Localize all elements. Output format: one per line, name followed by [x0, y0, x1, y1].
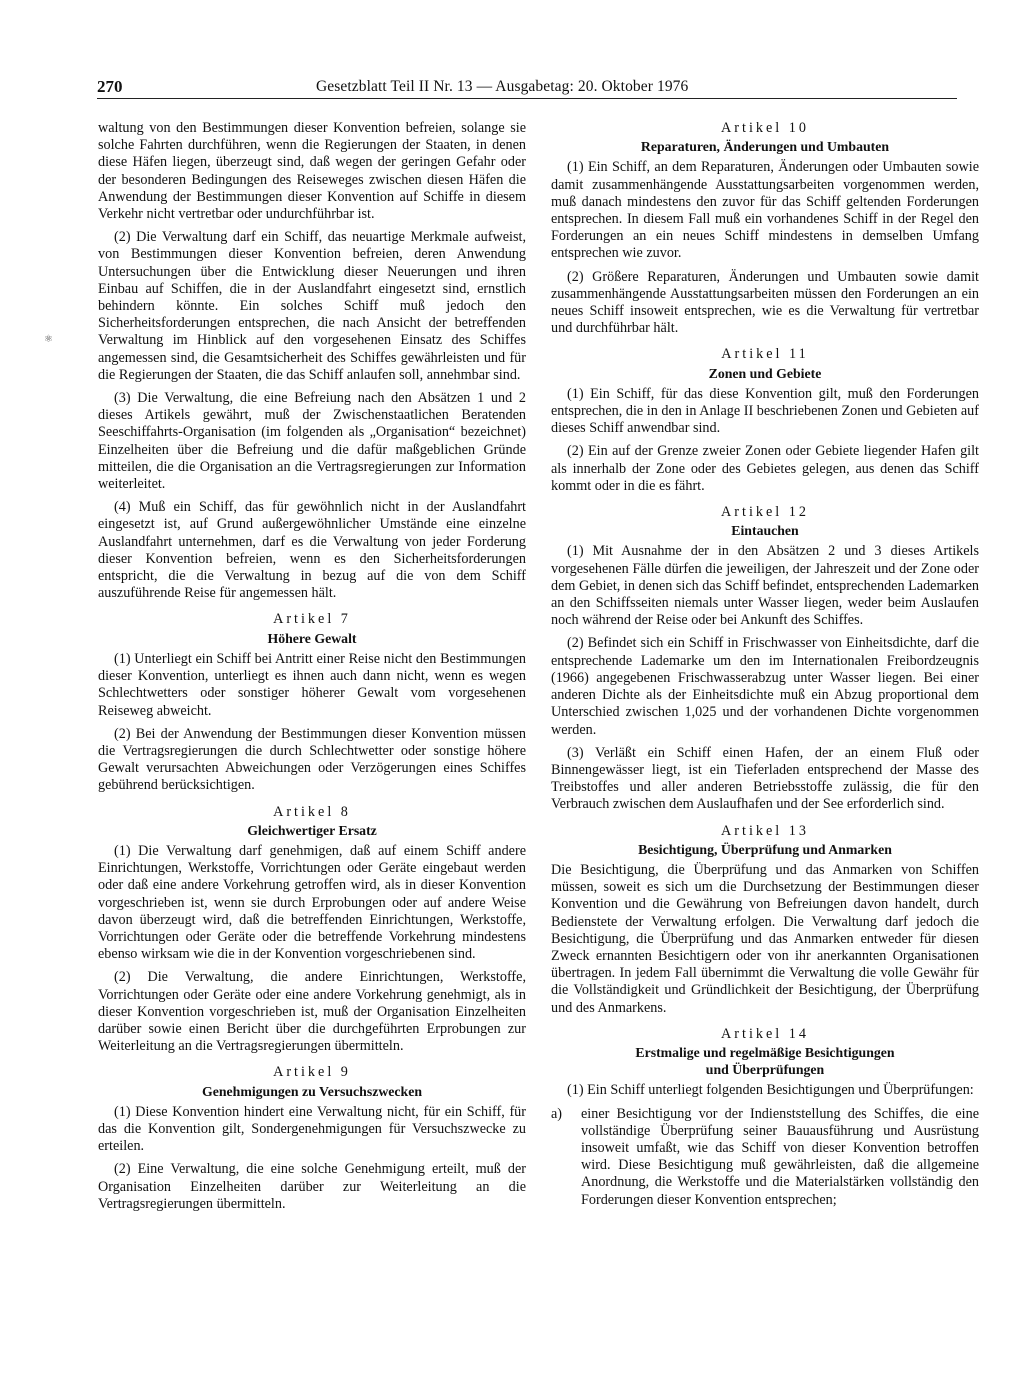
- paragraph: (1) Mit Ausnahme der in den Absätzen 2 und 3 dieses Artikels vorgesehenen Fälle dürfen die jeweiligen, der Jahreszeit und der Zone oder dem Gebiet, in denen sich das Schiff befindet, entsprechenden Lademarken an den Schiffsseiten niemals unter Wasser liegen, weder beim Auslaufen noch während der Reise oder bei Ankunft des Schiffes.: [551, 543, 979, 629]
- article-heading: Artikel 13: [721, 822, 809, 839]
- paragraph: (2) Die Verwaltung darf ein Schiff, das neuartige Merkmale aufweist, von Bestimmungen dieser Konvention befreien, deren Anwendung Untersuchungen über die Entwicklung dieser Neuerungen und ihren Einbau auf Schiffen, die in der Auslandfahrt eingesetzt sind, ernstlich behindern könnte. Ein solches Schiff muß jedoch den Sicherheitsforderungen entsprechen, die nach Ansicht der betreffenden Verwaltung im Hinblick auf den vorgesehenen Einsatz des Schiffes angemessen sind, die Gesamtsicherheit des Schiffes gewährleisten und für die Regierungen der Staaten, die das Schiff anlaufen soll, annehmbar sind.: [98, 229, 526, 383]
- paragraph: (1) Unterliegt ein Schiff bei Antritt einer Reise nicht den Bestimmungen dieser Konvention, unterliegt es ihnen auch dann nicht, wenn es wegen Schlechtwetters oder sonstiger höherer Gewalt vom vorgesehenen Reiseweg abweicht.: [98, 650, 526, 719]
- list-item: [551, 1106, 979, 1209]
- paragraph: (2) Größere Reparaturen, Änderungen und Umbauten sowie damit zusammenhängende Ausstattungsarbeiten müssen den Forderungen an ein neues Schiff insoweit entsprechen, wie es die Verwaltung für vertretbar und durchführbar hält.: [551, 268, 979, 337]
- page-header: [97, 78, 957, 99]
- article-heading: Artikel 7: [273, 611, 351, 628]
- article-heading: Artikel 8: [273, 803, 351, 820]
- article-title-line: und Überprüfungen: [705, 1062, 825, 1078]
- paragraph: Die Besichtigung, die Überprüfung und das Anmarken von Schiffen müssen, soweit es sich um die Durchsetzung der Bestimmungen dieser Konvention und die Gewährung von Befreiungen davon handelt, durch Bedienstete der Verwaltung erfolgen. Die Verwaltung darf jedoch die Besichtigung, die Überprüfung und das Anmarken entweder für diesen Zweck ernannten Besichtigern oder von ihr anerkannten Organisationen übertragen. In jedem Fall übernimmt die Verwaltung die volle Gewähr für die Vollständigkeit und Gründlichkeit der Besichtigung, der Überprüfung und des Anmarkens.: [551, 861, 979, 1016]
- paragraph: (3) Verläßt ein Schiff einen Hafen, der an einem Fluß oder Binnengewässer liegt, ist ein Tieferladen entsprechend der Masse des Treibstoffes und aller anderen Betriebsstoffe zulässig, die für den Verbrauch zwischen dem Auslaufhafen und der See erforderlich sind.: [551, 744, 979, 813]
- article-heading: Artikel 11: [721, 346, 809, 363]
- margin-mark-icon: ⚛: [44, 334, 53, 345]
- paragraph: (2) Bei der Anwendung der Bestimmungen dieser Konvention müssen die Vertragsregierungen die durch Schlechtwetter oder sonstige höhere Gewalt verursachten Abweichungen oder Verzögerungen eines Schiffes gebührend berücksichtigen.: [98, 725, 526, 794]
- paragraph: (2) Befindet sich ein Schiff in Frischwasser von Einheitsdichte, darf die entsprechende Lademarke um den im Internationalen Freibordzeugnis (1966) angegebenen Frischwasserabzug unter Wasser liegen. Bei einer anderen Dichte als der Einheitsdichte muß ein Abzug proportional dem Unterschied zwischen 1,025 und der vorhandenen Dichte vorgenommen werden.: [551, 635, 979, 738]
- article-title: Eintauchen: [731, 523, 799, 539]
- paragraph: (1) Ein Schiff, an dem Reparaturen, Änderungen oder Umbauten sowie damit zusammenhängende Ausstattungsarbeiten vorgenommen werden, muß danach mindestens den zuvor für das Schiff geltenden Forderungen entsprechen. In diesem Fall muß ein vorhandenes Schiff in der Regel den Forderungen an ein neues Schiff mindestens in demselben Umfang entsprechen wie zuvor.: [551, 159, 979, 262]
- paragraph: (1) Die Verwaltung darf genehmigen, daß auf einem Schiff andere Einrichtungen, Werkstoffe, Vorrichtungen oder Geräte eingebaut werden oder daß eine andere Vorkehrung getroffen wird, als in dieser Konvention vorgeschrieben ist, wenn sie durch Erprobungen oder auf andere Weise davon überzeugt wird, daß die betreffenden Einrichtungen, Werkstoffe, Vorrichtungen oder Geräte oder die betreffende Vorkehrung mindestens ebenso wirksam wie die in der Konvention vorgeschriebenen sind.: [98, 842, 526, 963]
- paragraph: (2) Ein auf der Grenze zweier Zonen oder Gebiete liegender Hafen gilt als innerhalb der Zone oder des Gebietes gelegen, aus denen das Schiff kommt oder in die es fährt.: [551, 443, 979, 494]
- right-column: [551, 120, 979, 1215]
- paragraph: waltung von den Bestimmungen dieser Konvention befreien, solange sie solche Fahrten durchführen, wenn die Regierungen der Staaten, in denen diese Häfen liegen, überzeugt sind, daß wegen der geringen Gefahr oder der besonderen Bedingungen des Reiseweges zwischen diesen Häfen die Anwendung der Bestimmungen dieser Konvention auf Schiffe in diesem Verkehr nicht vertretbar oder undurchführbar ist.: [98, 120, 526, 223]
- article-title: Reparaturen, Änderungen und Umbauten: [640, 139, 890, 155]
- article-heading: Artikel 9: [273, 1064, 351, 1081]
- article-title: Besichtigung, Überprüfung und Anmarken: [638, 841, 892, 857]
- paragraph: (1) Diese Konvention hindert eine Verwaltung nicht, für ein Schiff, für das die Konvention gilt, Sondergenehmigungen für Versuchszwecke zu erteilen.: [98, 1103, 526, 1155]
- paragraph: (1) Ein Schiff, für das diese Konvention gilt, muß den Forderungen entsprechen, die in den in Anlage II beschriebenen Zonen und Gebieten auf dieses Schiff anwendbar sind.: [551, 385, 979, 437]
- paragraph: (2) Die Verwaltung, die andere Einrichtungen, Werkstoffe, Vorrichtungen oder Geräte oder eine andere Vorkehrung genehmigt, als in dieser Konvention vorgeschrieben ist, muß der Organisation Einzelheiten darüber sowie einen Bericht über die durchgeführten Erprobungen zur Weiterleitung an die Vertragsregierungen übermitteln.: [98, 969, 526, 1055]
- paragraph: (3) Die Verwaltung, die eine Befreiung nach den Absätzen 1 und 2 dieses Artikels gewährt, muß der Zwischenstaatlichen Beratenden Seeschiffahrts-Organisation (im folgenden als „Organisation“ bezeichnet) Einzelheiten über die Befreiung und die dafür maßgeblichen Gründe mitteilen, die die Organisation an die Vertragsregierungen zur Information weiterleitet.: [98, 390, 526, 493]
- list-item-label: a): [551, 1105, 563, 1122]
- article-title: Höhere Gewalt: [267, 630, 357, 646]
- paragraph: (2) Eine Verwaltung, die eine solche Genehmigung erteilt, muß der Organisation Einzelheiten darüber zur Weiterleitung an die Vertragsregierungen übermitteln.: [98, 1161, 526, 1212]
- page-number: 270: [97, 77, 123, 96]
- article-title: Genehmigungen zu Versuchszwecken: [202, 1083, 422, 1099]
- article-title: Gleichwertiger Ersatz: [247, 822, 377, 838]
- paragraph: (4) Muß ein Schiff, das für gewöhnlich nicht in der Auslandfahrt eingesetzt ist, auf Grund außergewöhnlicher Umstände eine einzelne Auslandfahrt unternehmen, darf es die Verwaltung von jeder Forderung dieser Konvention befreien, wenn es den Sicherheitsforderungen entspricht, die die Verwaltung in bezug auf die von dem Schiff auszuführende Reise für angemessen hält.: [98, 499, 526, 602]
- article-title: [551, 1044, 979, 1078]
- list-item-text: einer Besichtigung vor der Indienststellung des Schiffes, die eine vollständige Überprüfung seiner Bauausführung und Ausrüstung insoweit umfaßt, wie das Schiff von dieser Konvention betroffen wird. Diese Besichtigung muß gewährleisten, daß die allgemeine Anordnung, die Werkstoffe und die Materialstärken vollständig den Forderungen dieser Konvention entsprechen;: [581, 1105, 979, 1208]
- article-heading: Artikel 10: [721, 120, 809, 136]
- article-heading: Artikel 14: [721, 1025, 809, 1042]
- article-title: Zonen und Gebiete: [708, 365, 822, 381]
- gazette-title: Gesetzblatt Teil II Nr. 13 — Ausgabetag: 20. Oktober 1976: [316, 78, 689, 95]
- article-heading: Artikel 12: [721, 504, 809, 521]
- left-column: [98, 120, 526, 1219]
- paragraph: (1) Ein Schiff unterliegt folgenden Besichtigungen und Überprüfungen:: [567, 1082, 974, 1099]
- article-title-line: Erstmalige und regelmäßige Besichtigungen: [635, 1044, 895, 1060]
